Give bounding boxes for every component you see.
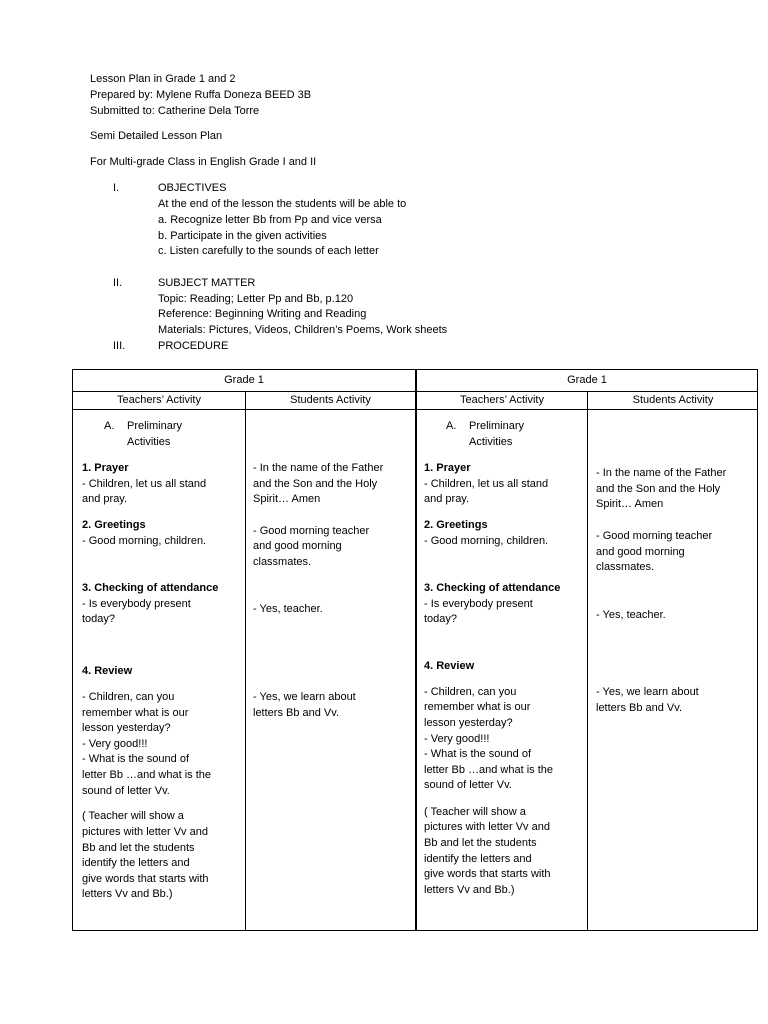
objectives-intro: At the end of the lesson the students will be able to: [158, 198, 407, 210]
prelim-label: Preliminary: [127, 420, 183, 432]
review-heading: 4. Review: [424, 660, 475, 672]
row-divider: [73, 391, 757, 392]
review-text: remember what is our: [424, 701, 531, 713]
greetings-heading: 2. Greetings: [424, 519, 488, 531]
prelim-label: Activities: [469, 436, 513, 448]
objectives-number: I.: [113, 182, 120, 194]
review-text: remember what is our: [82, 707, 189, 719]
review-text: letter Bb …and what is the: [82, 769, 212, 781]
procedure-heading: PROCEDURE: [158, 340, 229, 352]
materials: Materials: Pictures, Videos, Children’s Poems, Work sheets: [158, 324, 448, 336]
student-greeting: - Good morning teacher: [596, 530, 713, 542]
student-prayer: - In the name of the Father: [253, 462, 384, 474]
prayer-text: - Children, let us all stand: [424, 478, 549, 490]
review-text: - Children, can you: [424, 686, 517, 698]
students-activity-header: Students Activity: [632, 394, 714, 406]
show-text: pictures with letter Vv and: [82, 826, 208, 838]
attendance-text: today?: [424, 613, 458, 625]
student-greeting: classmates.: [253, 556, 312, 568]
review-text: sound of letter Vv.: [82, 785, 170, 797]
student-greeting: and good morning: [596, 546, 685, 558]
students-activity-header: Students Activity: [290, 394, 371, 406]
review-text: sound of letter Vv.: [424, 779, 512, 791]
show-text: pictures with letter Vv and: [424, 821, 550, 833]
show-text: Bb and let the students: [82, 842, 195, 854]
prayer-text: - Children, let us all stand: [82, 478, 207, 490]
review-text: - Children, can you: [82, 691, 175, 703]
topic: Topic: Reading; Letter Pp and Bb, p.120: [158, 293, 354, 305]
procedure-table: [72, 369, 758, 931]
column-divider: [245, 392, 246, 930]
prayer-heading: 1. Prayer: [82, 462, 129, 474]
objectives-heading: OBJECTIVES: [158, 182, 227, 194]
grade-divider: [415, 370, 417, 930]
plan-type: Semi Detailed Lesson Plan: [90, 130, 223, 142]
show-text: identify the letters and: [82, 857, 190, 869]
review-text: - What is the sound of: [424, 748, 531, 760]
greetings-text: - Good morning, children.: [424, 535, 549, 547]
attendance-text: - Is everybody present: [424, 598, 533, 610]
subject-matter-heading: SUBJECT MATTER: [158, 277, 256, 289]
student-prayer: and the Son and the Holy: [253, 478, 378, 490]
prelim-letter: A.: [446, 420, 457, 432]
student-prayer: Spirit… Amen: [253, 493, 321, 505]
show-text: letters Vv and Bb.): [424, 884, 515, 896]
attendance-heading: 3. Checking of attendance: [424, 582, 561, 594]
greetings-text: - Good morning, children.: [82, 535, 207, 547]
review-text: lesson yesterday?: [424, 717, 513, 729]
review-text: letter Bb …and what is the: [424, 764, 554, 776]
show-text: letters Vv and Bb.): [82, 888, 173, 900]
procedure-number: III.: [113, 340, 126, 352]
review-text: - Very good!!!: [424, 733, 490, 745]
student-prayer: and the Son and the Holy: [596, 483, 721, 495]
column-divider: [587, 392, 588, 930]
objective-item: a. Recognize letter Bb from Pp and vice versa: [158, 214, 382, 226]
prayer-text: and pray.: [82, 493, 128, 505]
show-text: ( Teacher will show a: [424, 806, 526, 818]
prayer-heading: 1. Prayer: [424, 462, 471, 474]
teachers-activity-header: Teachers’ Activity: [460, 394, 544, 406]
student-review: letters Bb and Vv.: [253, 707, 340, 719]
show-text: Bb and let the students: [424, 837, 537, 849]
student-review: letters Bb and Vv.: [596, 702, 683, 714]
review-text: - What is the sound of: [82, 753, 189, 765]
student-prayer: Spirit… Amen: [596, 498, 664, 510]
objective-item: b. Participate in the given activities: [158, 230, 327, 242]
grade-header: Grade 1: [224, 374, 264, 386]
attendance-text: today?: [82, 613, 116, 625]
grade-header: Grade 1: [567, 374, 607, 386]
prelim-label: Activities: [127, 436, 171, 448]
attendance-text: - Is everybody present: [82, 598, 191, 610]
show-text: identify the letters and: [424, 853, 532, 865]
student-review: - Yes, we learn about: [253, 691, 356, 703]
class-description: For Multi-grade Class in English Grade I and II: [90, 156, 317, 168]
prayer-text: and pray.: [424, 493, 470, 505]
prepared-by: Prepared by: Mylene Ruffa Doneza BEED 3B: [90, 89, 312, 101]
prelim-label: Preliminary: [469, 420, 525, 432]
review-text: lesson yesterday?: [82, 722, 171, 734]
prelim-letter: A.: [104, 420, 115, 432]
show-text: give words that starts with: [424, 868, 551, 880]
student-prayer: - In the name of the Father: [596, 467, 727, 479]
student-review: - Yes, we learn about: [596, 686, 699, 698]
reference: Reference: Beginning Writing and Reading: [158, 308, 367, 320]
student-attendance: - Yes, teacher.: [596, 609, 666, 621]
student-attendance: - Yes, teacher.: [253, 603, 323, 615]
subject-matter-number: II.: [113, 277, 123, 289]
teachers-activity-header: Teachers’ Activity: [117, 394, 201, 406]
objective-item: c. Listen carefully to the sounds of each letter: [158, 245, 379, 257]
greetings-heading: 2. Greetings: [82, 519, 146, 531]
review-text: - Very good!!!: [82, 738, 148, 750]
student-greeting: classmates.: [596, 561, 655, 573]
review-heading: 4. Review: [82, 665, 133, 677]
document-title: Lesson Plan in Grade 1 and 2: [90, 73, 236, 85]
show-text: ( Teacher will show a: [82, 810, 184, 822]
submitted-to: Submitted to: Catherine Dela Torre: [90, 105, 260, 117]
show-text: give words that starts with: [82, 873, 209, 885]
student-greeting: and good morning: [253, 540, 342, 552]
attendance-heading: 3. Checking of attendance: [82, 582, 219, 594]
row-divider: [73, 409, 757, 410]
student-greeting: - Good morning teacher: [253, 525, 370, 537]
